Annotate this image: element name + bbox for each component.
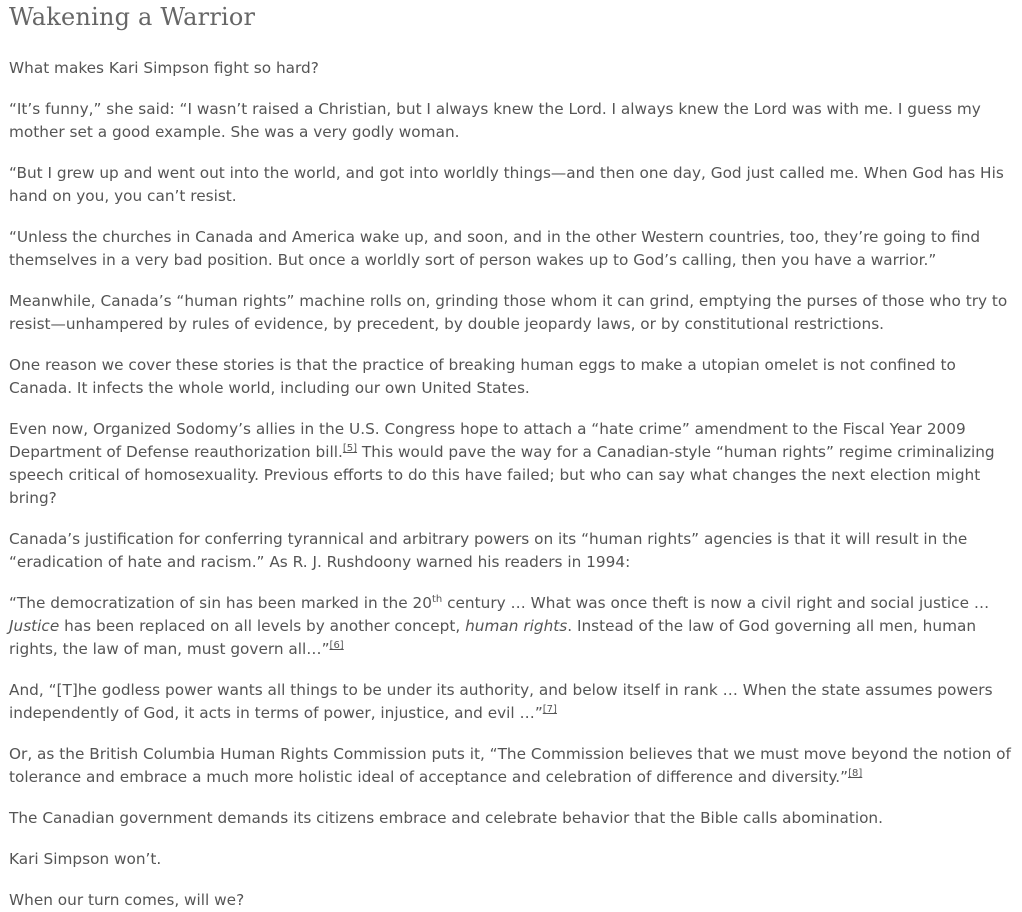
paragraph-9-text-d: . Instead of the law of God governing all men, human rights, the law of man, must govern all…” [9, 617, 977, 658]
italic-justice: Justice [9, 617, 60, 635]
article-title: Wakening a Warrior [9, 3, 256, 31]
footnote-link-5[interactable]: [5] [342, 443, 358, 454]
paragraph-11 [9, 743, 1017, 789]
ordinal-superscript: th [431, 594, 443, 605]
paragraph-1: What makes Kari Simpson fight so hard? [9, 59, 319, 77]
footnote-link-7[interactable]: [7] [542, 704, 557, 715]
footnote-link-8[interactable]: [8] [848, 768, 863, 779]
paragraph-7 [9, 418, 1017, 510]
paragraph-9-text-b: century … What was once theft is now a civil right and social justice … [442, 594, 990, 612]
footnote-ref-8 [848, 768, 862, 779]
paragraph-7-text-a: Even now, Organized Sodomy’s allies in the U.S. Congress hope to attach a “hate crime” amendment to the Fiscal Year 2009 Department of Defense reauthorization bill. [9, 420, 966, 461]
paragraph-5: Meanwhile, Canada’s “human rights” machine rolls on, grinding those whom it can grind, emptying the purses of those who try to resist—unhampered by rules of evidence, by precedent, by double jeopardy laws, or by constitutional restrictions. [9, 292, 1008, 333]
footnote-ref-7 [543, 704, 557, 715]
paragraph-6: One reason we cover these stories is that the practice of breaking human eggs to make a utopian omelet is not confined to Canada. It infects the whole world, including our own United States. [9, 356, 956, 397]
paragraph-14: When our turn comes, will we? [9, 891, 245, 909]
footnote-link-6[interactable]: [6] [329, 640, 344, 651]
paragraph-11-text: Or, as the British Columbia Human Rights Commission puts it, “The Commission believes that we must move beyond the notion of tolerance and embrace a much more holistic ideal of acceptance and celebration of difference and diversity.” [9, 745, 1011, 786]
italic-human-rights: human rights [465, 617, 568, 635]
article [9, 0, 1017, 912]
paragraph-10-text: And, “[T]he godless power wants all things to be under its authority, and below itself in rank … When the state assumes powers independently of God, it acts in terms of power, injustice, and evil …” [9, 681, 993, 722]
paragraph-10 [9, 679, 1017, 725]
paragraph-9-text-a: “The democratization of sin has been marked in the 20 [9, 594, 432, 612]
paragraph-7-text-b: This would pave the way for a Canadian-style “human rights” regime criminalizing speech critical of homosexuality. Previous efforts to do this have failed; but who can say what changes the next election might bring? [9, 443, 995, 507]
paragraph-12: The Canadian government demands its citizens embrace and celebrate behavior that the Bible calls abomination. [9, 809, 883, 827]
paragraph-4: “Unless the churches in Canada and America wake up, and soon, and in the other Western countries, too, they’re going to find themselves in a very bad position. But once a worldly sort of person wakes up to God’s calling, then you have a warrior.” [9, 228, 981, 269]
paragraph-13: Kari Simpson won’t. [9, 850, 162, 868]
paragraph-9-text-c: has been replaced on all levels by another concept, [59, 617, 466, 635]
footnote-ref-6 [330, 640, 344, 651]
paragraph-9 [9, 592, 1017, 661]
paragraph-8: Canada’s justification for conferring tyrannical and arbitrary powers on its “human rights” agencies is that it will result in the “eradication of hate and racism.” As R. J. Rushdoony warned his readers in 1994: [9, 530, 968, 571]
paragraph-3: “But I grew up and went out into the world, and got into worldly things—and then one day, God just called me. When God has His hand on you, you can’t resist. [9, 164, 1004, 205]
paragraph-2: “It’s funny,” she said: “I wasn’t raised a Christian, but I always knew the Lord. I always knew the Lord was with me. I guess my mother set a good example. She was a very godly woman. [9, 100, 981, 141]
footnote-ref-5 [343, 443, 357, 454]
